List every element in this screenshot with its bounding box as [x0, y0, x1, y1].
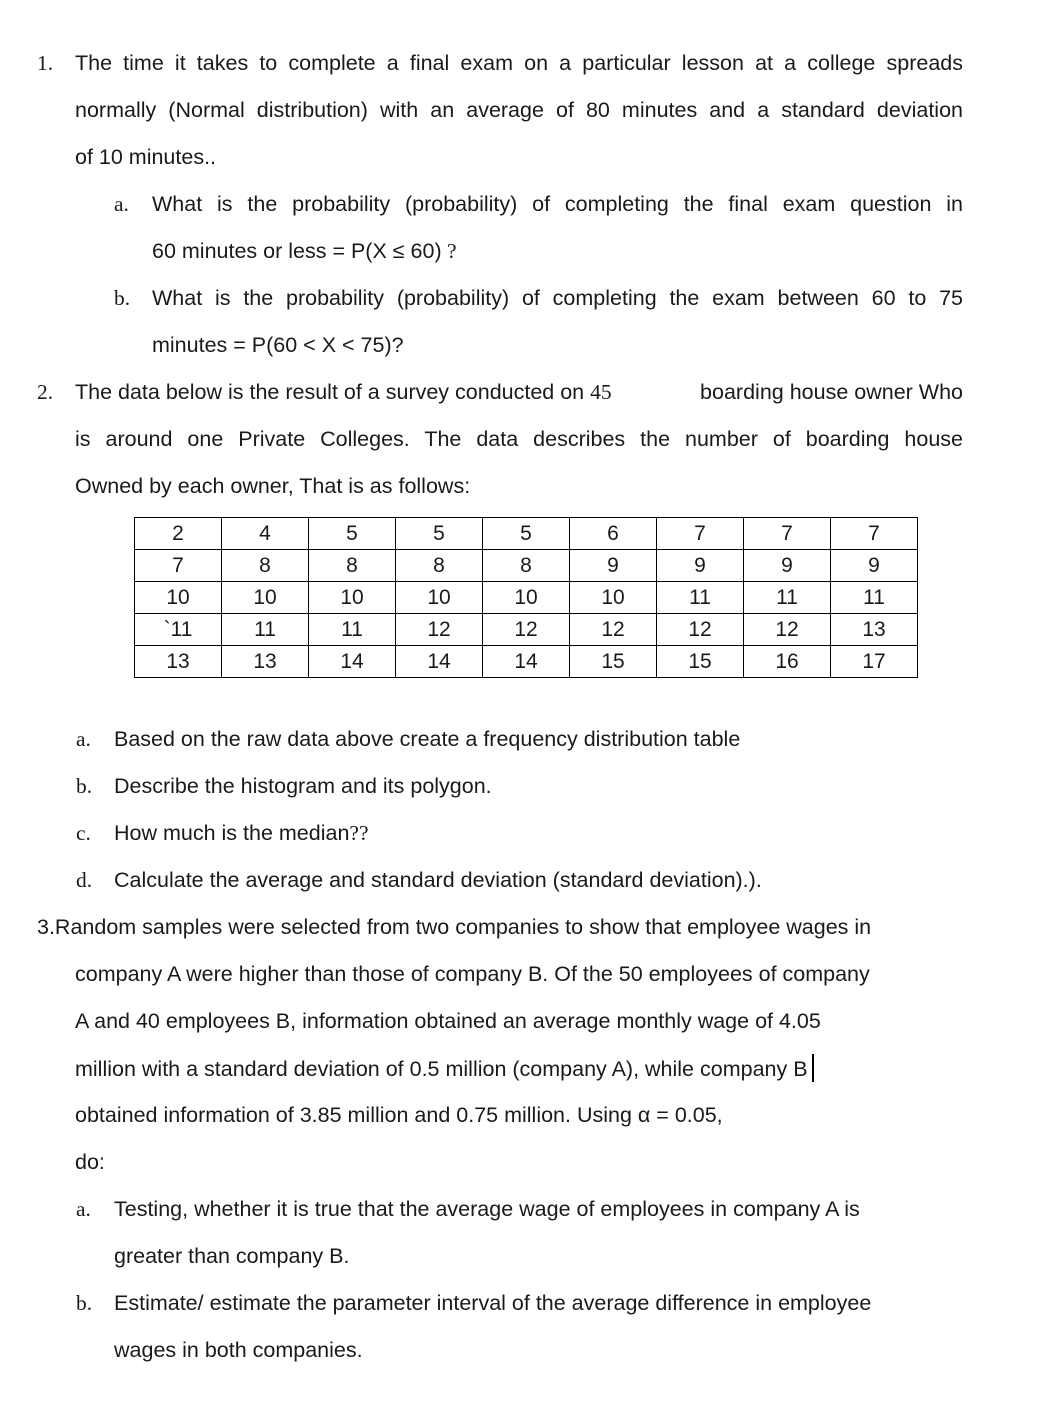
table-cell: 8	[309, 550, 396, 582]
boarding-house-data-table	[134, 517, 918, 678]
q3a-text-line-2: greater than company B.	[114, 1244, 350, 1268]
table-cell: 11	[657, 582, 744, 614]
table-cell: 9	[831, 550, 918, 582]
q1-number: 1.	[37, 51, 54, 75]
table-row	[135, 518, 918, 550]
table-cell: 10	[222, 582, 309, 614]
table-cell: 8	[483, 550, 570, 582]
table-cell: 12	[570, 614, 657, 646]
q2c-text-main: How much is the median	[114, 821, 350, 845]
table-cell: 16	[744, 646, 831, 678]
q2c-text-tail: ??	[349, 821, 369, 845]
q2-text-line-1-a: The data below is the result of a survey conducted on	[75, 380, 591, 404]
q3b-text-line-1: Estimate/ estimate the parameter interval of the average difference in employee	[114, 1291, 872, 1315]
table-cell: 11	[222, 614, 309, 646]
q1a-text-line-2-end: ?	[441, 239, 457, 263]
q2c-label: c.	[76, 821, 91, 845]
q2a-text: Based on the raw data above create a frequency distribution table	[114, 727, 741, 751]
text-cursor	[812, 1054, 814, 1082]
table-cell: 10	[483, 582, 570, 614]
table-cell: 4	[222, 518, 309, 550]
q1-text-line-1: The time it takes to complete a final exam on a particular lesson at a college spreads	[75, 51, 963, 75]
table-cell: 11	[309, 614, 396, 646]
table-cell: 10	[309, 582, 396, 614]
q2d-text: Calculate the average and standard deviation (standard deviation).).	[114, 868, 762, 892]
q2-survey-count: 45	[590, 380, 612, 404]
q2a-label: a.	[76, 727, 91, 751]
q1a-text-line-2	[152, 237, 457, 265]
q1a-text-line-1: What is the probability (probability) of completing the final exam question in	[152, 192, 963, 216]
table-cell: 8	[396, 550, 483, 582]
q1b-text-line-2: minutes = P(60 < X < 75)?	[152, 333, 404, 357]
table-cell: 13	[831, 614, 918, 646]
q1a-label: a.	[114, 192, 129, 216]
q3-text-line-3: A and 40 employees B, information obtained an average monthly wage of 4.05	[75, 1009, 821, 1033]
table-cell: 7	[744, 518, 831, 550]
table-cell: 10	[396, 582, 483, 614]
table-cell: 7	[657, 518, 744, 550]
table-cell: 5	[309, 518, 396, 550]
q1b-label: b.	[114, 286, 131, 310]
q3-text-line-4-wrap	[75, 1054, 814, 1083]
table-cell: `11	[135, 614, 222, 646]
table-cell: 13	[222, 646, 309, 678]
table-row	[135, 550, 918, 582]
table-cell: 13	[135, 646, 222, 678]
table-row	[135, 582, 918, 614]
table-cell: 9	[657, 550, 744, 582]
q1-text-line-3: of 10 minutes..	[75, 145, 217, 169]
table-cell: 11	[744, 582, 831, 614]
q3a-label: a.	[76, 1197, 91, 1221]
table-cell: 7	[831, 518, 918, 550]
table-cell: 14	[483, 646, 570, 678]
q1a-text-line-2-main: 60 minutes or less = P(X ≤ 60)	[152, 239, 442, 263]
q3-text-line-2: company A were higher than those of company B. Of the 50 employees of company	[75, 962, 870, 986]
q2c-text	[114, 819, 369, 847]
table-cell: 14	[309, 646, 396, 678]
q3-text-line-6: do:	[75, 1150, 105, 1174]
table-cell: 6	[570, 518, 657, 550]
q3-text-line-4: million with a standard deviation of 0.5 million (company A), while company B	[75, 1057, 808, 1081]
table-cell: 5	[396, 518, 483, 550]
q3b-text-line-2: wages in both companies.	[114, 1338, 363, 1362]
q1b-text-line-1: What is the probability (probability) of completing the exam between 60 to 75	[152, 286, 963, 310]
q2-text-line-1	[75, 378, 963, 406]
q2d-label: d.	[76, 868, 93, 892]
table-cell: 2	[135, 518, 222, 550]
table-cell: 12	[657, 614, 744, 646]
q2b-label: b.	[76, 774, 93, 798]
table-cell: 9	[570, 550, 657, 582]
q2b-text: Describe the histogram and its polygon.	[114, 774, 492, 798]
q3a-text-line-1: Testing, whether it is true that the average wage of employees in company A is	[114, 1197, 860, 1221]
table-cell: 15	[657, 646, 744, 678]
q2-text-line-2: is around one Private Colleges. The data describes the number of boarding house	[75, 427, 963, 451]
table-row	[135, 614, 918, 646]
table-cell: 10	[135, 582, 222, 614]
q3-text-line-1: 3.Random samples were selected from two companies to show that employee wages in	[37, 915, 872, 939]
table-cell: 17	[831, 646, 918, 678]
q2-number: 2.	[37, 380, 54, 404]
q2-text-line-1-b: boarding house owner Who	[694, 380, 963, 404]
table-cell: 12	[483, 614, 570, 646]
table-cell: 14	[396, 646, 483, 678]
table-cell: 9	[744, 550, 831, 582]
table-cell: 7	[135, 550, 222, 582]
table-cell: 8	[222, 550, 309, 582]
q1-text-line-2: normally (Normal distribution) with an average of 80 minutes and a standard deviation	[75, 98, 963, 122]
q3-text-line-5: obtained information of 3.85 million and 0.75 million. Using α = 0.05,	[75, 1103, 723, 1127]
table-cell: 10	[570, 582, 657, 614]
q2-text-line-3: Owned by each owner, That is as follows:	[75, 474, 471, 498]
table-cell: 12	[396, 614, 483, 646]
q3b-label: b.	[76, 1291, 93, 1315]
table-cell: 12	[744, 614, 831, 646]
table-row	[135, 646, 918, 678]
table-cell: 15	[570, 646, 657, 678]
table-cell: 5	[483, 518, 570, 550]
table-cell: 11	[831, 582, 918, 614]
